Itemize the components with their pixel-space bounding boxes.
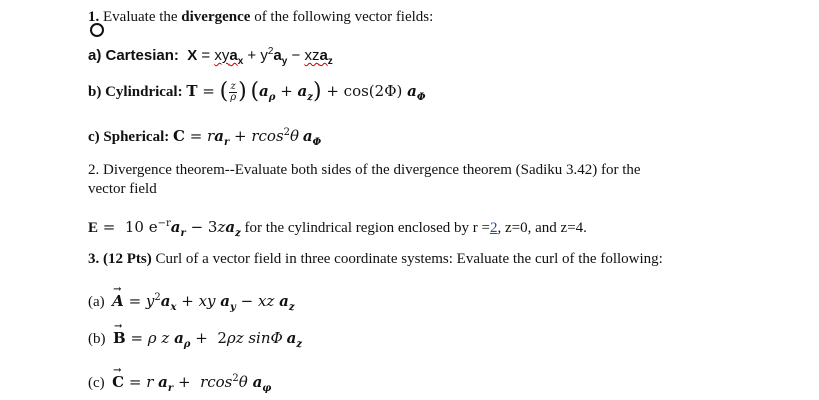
problem-3-text: Curl of a vector field in three coordinate systems: Evaluate the curl of the following: <box>155 251 663 267</box>
problem-2-title-cont: vector field <box>88 181 157 197</box>
problem-1-number: 1. <box>88 9 100 25</box>
problem-2-region-text: for the cylindrical region enclosed by r = <box>244 220 491 236</box>
problem-1a-term-1: xya$_x$ <box>214 47 244 67</box>
problem-1a: a) Cartesian: $X = xya_x + y^2a_y - xza_z$ <box>88 46 333 67</box>
problem-1a-equation: X <box>183 47 198 64</box>
problem-3b: (b) → B = ρ z $a_\rho + 2\rho z$ sinΦ $a_z$ <box>88 329 302 354</box>
problem-1-text-before: Evaluate the <box>103 9 178 25</box>
problem-1-text-after: of the following vector fields: <box>254 9 434 25</box>
problem-2-r-value: 2 <box>490 220 498 236</box>
problem-1c: c) Spherical: $C = ra_r + rcos^2\theta$ $a_\Phi$ <box>88 127 322 148</box>
problem-3-heading: 3. (12 Pts) Curl of a vector field in three coordinate systems: Evaluate the curl of the following: <box>88 251 663 267</box>
circle-icon <box>90 23 104 37</box>
problem-1-bold-word: divergence <box>181 9 251 25</box>
problem-3c-label: (c) <box>88 375 105 391</box>
problem-1b-label: b) Cylindrical: <box>88 84 183 100</box>
fraction-z-over-rho: $\frac{z}{\rho}$ <box>230 81 237 104</box>
problem-3-points: (12 Pts) <box>103 251 152 267</box>
problem-1a-label: a) Cartesian: <box>88 47 179 64</box>
problem-2-field: E = 10 $e^{-r}a_r - 3za_z$ for the cylindrical region enclosed by r =2, z=0, and z=4. <box>88 218 587 239</box>
problem-3a: $(a) \to A = y^2a_x$ + xy $a_y$ − xz $a_z$ <box>88 289 295 317</box>
problem-1b-equation: T <box>186 82 198 100</box>
problem-1b: b) Cylindrical: T = ( $\frac{z}{\rho}$ ) $(a_\rho + a_z) + \cos(2\Phi)$ $a_\Phi$ <box>88 79 426 104</box>
problem-3b-label: (b) <box>88 331 106 347</box>
problem-2-title: 2. Divergence theorem--Evaluate both sides of the divergence theorem (Sadiku 3.42) for the <box>88 162 641 178</box>
problem-1a-term-3: xza$_z$ <box>304 47 333 67</box>
problem-1c-label: c) Spherical: <box>88 129 170 145</box>
problem-3c: (c) → C = r $a_r + rcos^2\theta$ $a_\varphi$ <box>88 370 271 398</box>
problem-1-heading <box>88 8 433 26</box>
problem-3a-label: (a) <box>88 294 105 310</box>
